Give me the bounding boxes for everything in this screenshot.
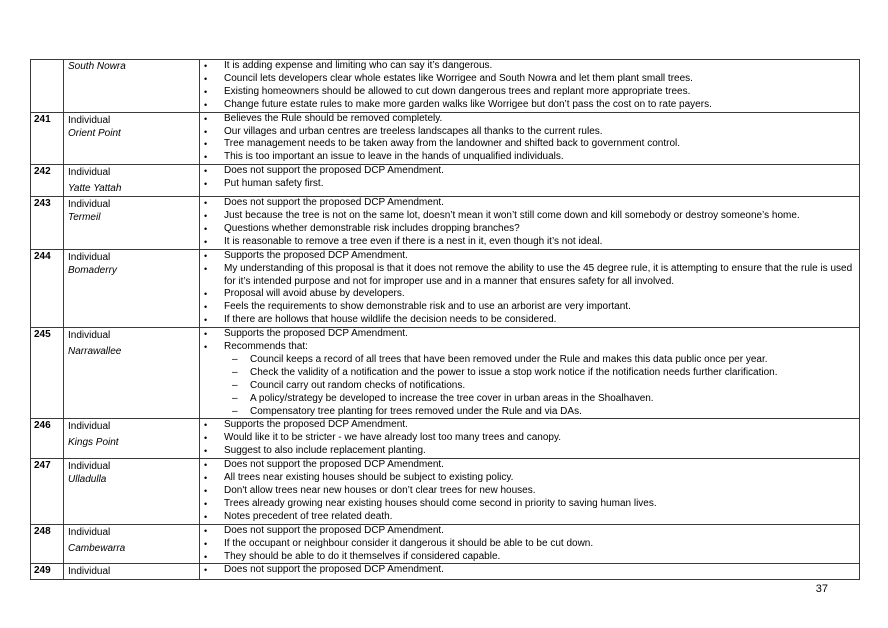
submission-number: 244 [31,249,64,327]
table-row [31,165,860,197]
comments-cell [200,459,860,525]
submitter-type: Individual [68,251,111,263]
comment-item: • Suggest to also include replacement planting. [200,445,857,458]
comment-item: • Feels the requirements to show demonstrable risk and to use an arborist are very important. [200,301,857,314]
comment-item: • Would like it to be stricter - we have already lost too many trees and canopy. [200,432,857,445]
submitter-type: Individual [68,330,111,342]
submitter-type: Individual [68,526,111,538]
submitter-type: Individual [68,199,111,211]
submitter-location: Cambewarra [68,542,126,554]
table-row [31,249,860,327]
comment-list [200,250,857,327]
comments-cell [200,60,860,113]
comments-cell [200,165,860,197]
comment-item: • Recommends that: [200,341,857,354]
submitter-cell [64,249,200,327]
comment-item: • Just because the tree is not on the same lot, doesn’t mean it won’t still come down and kill somebody or destroy someone’s home. [200,210,857,223]
comments-cell [200,249,860,327]
submitter-type: Individual [68,421,111,433]
submission-number: 247 [31,459,64,525]
submitter-location: Yatte Yattah [68,183,122,195]
recommendation-item: – Council keeps a record of all trees that have been removed under the Rule and makes this data public once per year. [224,354,857,367]
comment-item: • Supports the proposed DCP Amendment. [200,250,857,263]
table-row [31,564,860,580]
comment-item: • All trees near existing houses should be subject to existing policy. [200,472,857,485]
submitter-location: Orient Point [68,127,121,139]
recommendation-list [224,354,857,419]
comments-cell [200,112,860,165]
comment-item: • It is adding expense and limiting who can say it’s dangerous. [200,60,857,73]
submitter-location: South Nowra [68,61,126,72]
submitter-cell [64,524,200,564]
submitter-cell [64,60,200,113]
table-row [31,328,860,419]
comment-item: • They should be able to do it themselves if considered capable. [200,551,857,564]
comment-item: • Supports the proposed DCP Amendment. [200,419,857,432]
comment-item: • It is reasonable to remove a tree even if there is a nest in it, even though it’s not ideal. [200,236,857,249]
comment-list [200,459,857,524]
submitter-cell [64,197,200,250]
table-row [31,459,860,525]
submitter-type: Individual [68,114,111,126]
submission-number: 242 [31,165,64,197]
comment-item: • If the occupant or neighbour consider it dangerous it should be able to be cut down. [200,538,857,551]
submission-number: 246 [31,419,64,459]
comment-item: • Believes the Rule should be removed completely. [200,113,857,126]
submitter-cell [64,564,200,580]
comment-list [200,525,857,564]
comment-item: • Proposal will avoid abuse by developers. [200,288,857,301]
comment-item: • Tree management needs to be taken away from the landowner and shifted back to government control. [200,138,857,151]
comment-item: • Does not support the proposed DCP Amendment. [200,564,857,577]
submission-number: 248 [31,524,64,564]
submission-number: 245 [31,328,64,419]
comment-item: • This is too important an issue to leave in the hands of unqualified individuals. [200,151,857,164]
submitter-location: Kings Point [68,437,119,449]
submissions-table [30,59,860,580]
comment-list [200,113,857,165]
submission-number: 241 [31,112,64,165]
table-row [31,524,860,564]
submitter-location: Ulladulla [68,474,107,486]
comment-item: • Supports the proposed DCP Amendment. [200,328,857,341]
recommendation-item: – A policy/strategy be developed to increase the tree cover in urban areas in the Shoalhaven. [224,393,857,406]
submitter-location: Narrawallee [68,346,122,358]
comment-item: • If there are hollows that house wildlife the decision needs to be considered. [200,314,857,327]
submitter-cell [64,112,200,165]
submitter-cell [64,328,200,419]
submission-number [31,60,64,113]
comment-item: • My understanding of this proposal is that it does not remove the ability to use the 45 degree rule, it is attempting to ensure that the rule is used for it’s intended purpose and not for improper use and in a manner that ensures safety for all involved. [200,263,857,289]
submitter-cell [64,165,200,197]
comments-cell [200,524,860,564]
submitter-cell [64,459,200,525]
comment-item: • Does not support the proposed DCP Amendment. [200,525,857,538]
comment-item: • Does not support the proposed DCP Amendment. [200,197,857,210]
comment-item: • Put human safety first. [200,178,857,191]
comment-list [200,564,857,577]
comment-list [200,60,857,112]
table-row [31,60,860,113]
comment-item: • Our villages and urban centres are treeless landscapes all thanks to the current rules. [200,126,857,139]
submission-number: 243 [31,197,64,250]
comments-cell [200,419,860,459]
comment-list [200,419,857,458]
comment-list [200,197,857,249]
page-number: 37 [815,583,828,595]
recommendation-item: – Compensatory tree planting for trees removed under the Rule and via DAs. [224,406,857,419]
submitter-type: Individual [68,566,111,578]
comment-item: • Don't allow trees near new houses or don’t clear trees for new houses. [200,485,857,498]
comment-item: • Existing homeowners should be allowed to cut down dangerous trees and replant more appropriate trees. [200,86,857,99]
table-row [31,419,860,459]
comments-cell [200,564,860,580]
comment-item: • Does not support the proposed DCP Amendment. [200,165,857,178]
submitter-cell [64,419,200,459]
table-row [31,197,860,250]
submitter-location: Termeil [68,211,101,223]
comment-item: • Change future estate rules to make more garden walks like Worrigee but don’t pass the cost on to rate payers. [200,99,857,112]
comments-cell [200,328,860,419]
comment-item: • Questions whether demonstrable risk includes dropping branches? [200,223,857,236]
comment-list [200,328,857,354]
submission-number: 249 [31,564,64,580]
comment-item: • Does not support the proposed DCP Amendment. [200,459,857,472]
comment-item: • Notes precedent of tree related death. [200,511,857,524]
comment-list [200,165,857,191]
recommendation-item: – Check the validity of a notification and the power to issue a stop work notice if the notification needs further clarification. [224,367,857,380]
submitter-location: Bomaderry [68,264,117,276]
submitter-type: Individual [68,461,111,473]
table-row [31,112,860,165]
comment-item: • Council lets developers clear whole estates like Worrigee and South Nowra and let them plant small trees. [200,73,857,86]
comments-cell [200,197,860,250]
comment-item: • Trees already growing near existing houses should come second in priority to saving human lives. [200,498,857,511]
submitter-type: Individual [68,167,111,179]
recommendation-item: – Council carry out random checks of notifications. [224,380,857,393]
